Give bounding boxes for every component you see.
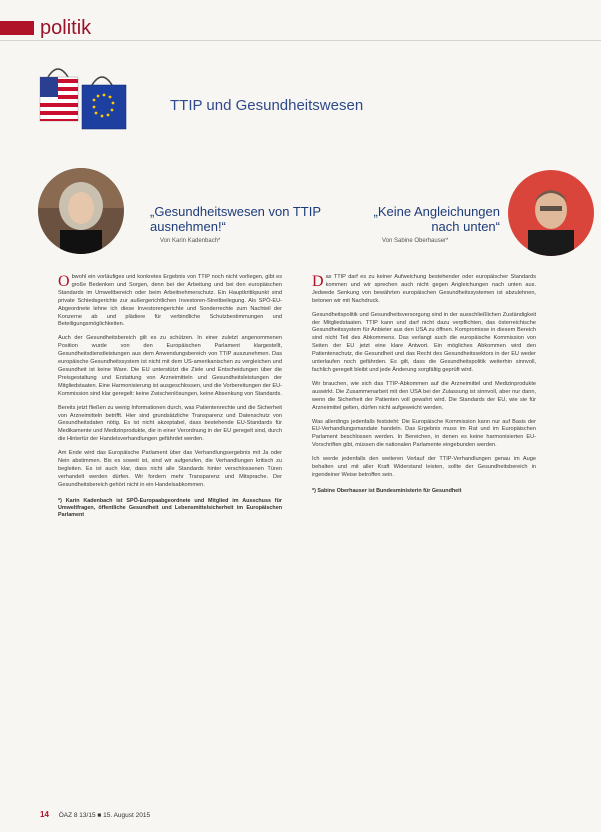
drop-cap: D: [312, 273, 324, 290]
paragraph: Was allerdings jedenfalls feststeht: Die Europäische Kommission kann nur auf Basis der EU-Verhandlungsmandate handeln. Das Ergebnis muss im Rat und im Europäischen Parlament beschlossen werden. In Bereichen, in denen es keine harmonisierten EU-Vorschriften gibt, müssen die nationalen Parlamente eingebunden werden.: [312, 418, 536, 449]
paragraph: Ich werde jedenfalls den weiteren Verlauf der TTIP-Verhandlungen genau im Auge behalten und mit aller Kraft Widerstand leisten, sollte der Gesundheitsbereich in irgendeiner Weise betroffen sein.: [312, 456, 536, 478]
paragraph: Das TTIP darf es zu keiner Aufweichung bestehender oder europäischer Standards kommen und wir sprechen auch nicht gegen Angleichungen nach unten aus. Jedwede Senkung von bewährten europäischen Gesundheitssystemen ist abzulehnen, betonen wir mit Nachdruck.: [312, 273, 536, 304]
paragraph: Wir brauchen, wie sich das TTIP-Abkommen auf die Arzneimittel und Medizinprodukte auswirkt. Die Zusammenarbeit mit den USA bei der Zulassung ist sinnvoll, aber nur dann, wenn die Sicherheit der Patienten voll gewahrt wird. Die Standards der EU, wie sie für Arzneimittel gelten, dürfen nicht aufgeweicht werden.: [312, 380, 536, 411]
paragraph: Bereits jetzt fließen zu wenig Informationen durch, was Patientenrechte und die Sicherheit von Arzneimitteln betrifft. Hier sind grundsätzliche Transparenz und Datenschutz von Gesundheitsdaten nötig. Es ist nicht akzeptabel, dass bestehende EU-Standards für Medikamente und Medizinprodukte, die in einer Verordnung in der EU geregelt sind, durch die Hintertür der Handelsverhandlungen gefährdet werden.: [58, 404, 282, 443]
byline-right: Von Sabine Oberhauser*: [382, 238, 449, 244]
issue-info: ÖAZ 8 13/15 ■ 15. August 2015: [58, 812, 151, 819]
author-photo-left: [38, 168, 124, 254]
byline-left: Von Karin Kadenbach*: [160, 238, 221, 244]
author-photo-right: [508, 170, 594, 256]
us-flag-bag-icon: [40, 69, 78, 121]
page-number: 14: [40, 810, 49, 819]
drop-cap: O: [58, 273, 70, 290]
article-headline: TTIP und Gesundheitswesen: [170, 97, 364, 114]
divider: [0, 40, 601, 41]
section-title: politik: [40, 17, 92, 39]
footnote-right: *) Sabine Oberhauser ist Bundesministerin für Gesundheit: [312, 487, 462, 494]
paragraph: Auch der Gesundheitsbereich gilt es zu schützen. In einer zuletzt angenommenen Position wurde von den Europäischen Parlament klargestellt, Gesundheitsdienstleistungen aus dem Anwendungsbereich von TTIP auszunehmen. Das europäische Gesundheitssystem ist nicht mit dem US-amerikanischen zu vergleichen und Gesundheit ist keine Ware. Die EU unterstützt die Ziele und Entscheidungen über die Preisgestaltung und Erstattung von Arzneimitteln und Gesundheitsleistungen der Mitgliedstaaten. Eine Harmonisierung ist ausgeschlossen, und die Vorbereitungen der EU-Kommission sind klar geregelt: keine Zwischenlösungen, keine Absenkung von Standards.: [58, 335, 282, 397]
article-column-right: [312, 274, 536, 495]
paragraph: Obwohl ein vorläufiges und konkretes Ergebnis von TTIP noch nicht vorliegen, gibt es große Bedenken und Sorgen, denn bei der Arbeitung und bei den europäischen Standards im Umweltbereich oder beim Arbeitnehmerschutz. Ein Hauptkritikpunkt sind private Schiedsgerichte zur außergerichtlichen Investoren-Streitbeilegung. Als SPÖ-EU-Abgeordnete lehne ich diese Investorengerichte und Sonderrechte zum Nachteil der Konzerne ab und plädiere für verbindliche Schutzbestimmungen und Beteiligungsmöglichkeiten.: [58, 273, 282, 328]
footnote-left: *) Karin Kadenbach ist SPÖ-Europaabgeordnete und Mitglied im Ausschuss für Umweltfragen, öffentliche Gesundheit und Lebensmittelsicherheit im Europäischen Parlament: [58, 497, 282, 519]
article-column-left: [58, 274, 282, 520]
section-marker: [0, 21, 34, 35]
paragraph: Gesundheitspolitik und Gesundheitsversorgung sind in der ausschließlichen Zuständigkeit der Mitgliedstaaten. TTIP kann und darf nicht dazu verpflichten, das österreichische Gesundheitssystem für Anbieter aus den USA zu öffnen. Kompromisse in diesem Bereich sind nicht Teil des Abkommens. Das verlangt auch die europäische Kommission von Seiten der EU jetzt eine klare Antwort. Ein mögliches Abkommen wird den Patientenschutz, die Gesundheit und das Recht des Gesundheitssektors in der EU weder unterlaufen noch gefährden. Es gilt, dass die Gesundheitspolitik weiterhin sinnvoll, fachlich geregelt bleibt und jede Änderung sorgfältig geprüft wird.: [312, 311, 536, 373]
eu-flag-bag-icon: [82, 77, 126, 129]
shopping-bags-illustration: [30, 55, 160, 135]
quote-right: „Keine Angleichungen nach unten“: [373, 204, 500, 234]
paragraph: Am Ende wird das Europäische Parlament über das Verhandlungsergebnis mit Ja oder Nein abstimmen. Bis es soweit ist, sind wir aufgerufen, die Verhandlungen kritisch zu begleiten. Es ist auch klar, dass nicht alle Standards hinter verschlossenen Türen verhandelt werden dürfen. Wir fordern mehr Transparenz und Mitsprache. Der Gesundheitsbereich gehört nicht in ein Handelsabkommen.: [58, 450, 282, 488]
quote-left: „Gesundheitswesen von TTIP ausnehmen!“: [150, 204, 321, 234]
page-footer: [40, 810, 150, 819]
